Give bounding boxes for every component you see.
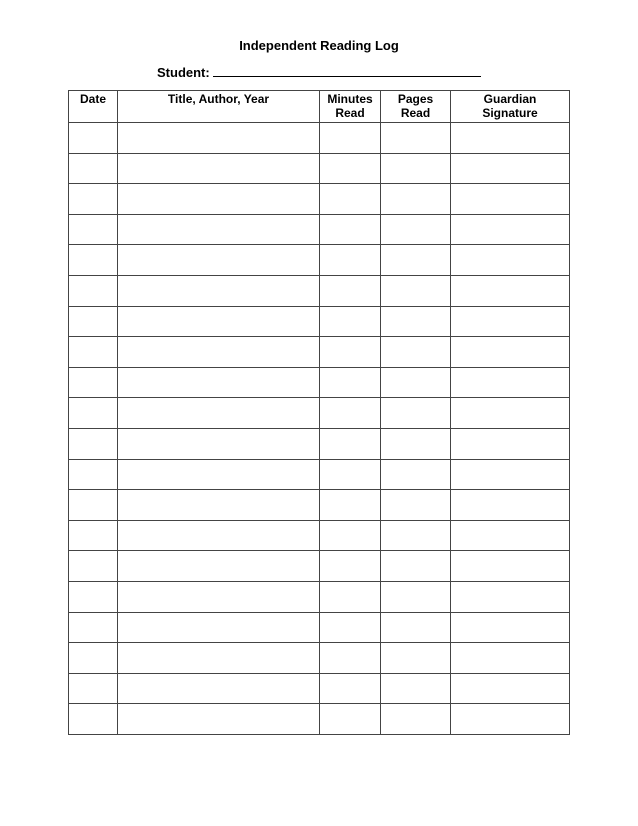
minutes-read-cell[interactable] — [320, 490, 381, 521]
guardian-signature-cell[interactable] — [451, 184, 570, 215]
date-cell[interactable] — [69, 643, 118, 674]
guardian-signature-cell[interactable] — [451, 520, 570, 551]
minutes-read-cell[interactable] — [320, 398, 381, 429]
date-cell[interactable] — [69, 337, 118, 368]
title-author-year-cell[interactable] — [118, 581, 320, 612]
date-cell[interactable] — [69, 306, 118, 337]
guardian-signature-cell[interactable] — [451, 245, 570, 276]
table-row — [69, 306, 570, 337]
date-cell[interactable] — [69, 153, 118, 184]
guardian-signature-cell[interactable] — [451, 337, 570, 368]
pages-read-cell[interactable] — [381, 337, 451, 368]
table-row — [69, 490, 570, 521]
table-row — [69, 245, 570, 276]
date-cell[interactable] — [69, 214, 118, 245]
guardian-signature-cell[interactable] — [451, 428, 570, 459]
pages-read-cell[interactable] — [381, 214, 451, 245]
minutes-read-cell[interactable] — [320, 153, 381, 184]
guardian-signature-cell[interactable] — [451, 153, 570, 184]
table-header-row — [69, 91, 570, 123]
table-row — [69, 398, 570, 429]
guardian-signature-cell[interactable] — [451, 398, 570, 429]
table-row — [69, 275, 570, 306]
minutes-read-cell[interactable] — [320, 612, 381, 643]
title-author-year-cell[interactable] — [118, 551, 320, 582]
minutes-read-cell[interactable] — [320, 245, 381, 276]
table-row — [69, 428, 570, 459]
header-title-author-year: Title, Author, Year — [118, 91, 320, 123]
guardian-signature-cell[interactable] — [451, 704, 570, 735]
pages-read-cell[interactable] — [381, 551, 451, 582]
guardian-signature-cell[interactable] — [451, 673, 570, 704]
guardian-signature-cell[interactable] — [451, 275, 570, 306]
minutes-read-cell[interactable] — [320, 306, 381, 337]
pages-read-cell[interactable] — [381, 184, 451, 215]
guardian-signature-cell[interactable] — [451, 551, 570, 582]
pages-read-cell[interactable] — [381, 643, 451, 674]
table-row — [69, 551, 570, 582]
title-author-year-cell[interactable] — [118, 214, 320, 245]
title-author-year-cell[interactable] — [118, 428, 320, 459]
title-author-year-cell[interactable] — [118, 245, 320, 276]
table-row — [69, 520, 570, 551]
pages-read-cell[interactable] — [381, 612, 451, 643]
guardian-signature-cell[interactable] — [451, 214, 570, 245]
table-row — [69, 673, 570, 704]
reading-log-table — [68, 90, 570, 735]
minutes-read-cell[interactable] — [320, 214, 381, 245]
pages-read-cell[interactable] — [381, 490, 451, 521]
title-author-year-cell[interactable] — [118, 459, 320, 490]
guardian-signature-cell[interactable] — [451, 459, 570, 490]
minutes-read-cell[interactable] — [320, 337, 381, 368]
reading-log-body — [69, 123, 570, 735]
title-author-year-cell[interactable] — [118, 184, 320, 215]
table-row — [69, 123, 570, 154]
student-name-blank[interactable] — [213, 65, 481, 77]
table-row — [69, 643, 570, 674]
table-row — [69, 367, 570, 398]
header-guardian-signature: Guardian Signature — [451, 91, 570, 123]
title-author-year-cell[interactable] — [118, 153, 320, 184]
minutes-read-cell[interactable] — [320, 643, 381, 674]
minutes-read-cell[interactable] — [320, 123, 381, 154]
date-cell[interactable] — [69, 490, 118, 521]
title-author-year-cell[interactable] — [118, 337, 320, 368]
minutes-read-cell[interactable] — [320, 184, 381, 215]
table-row — [69, 184, 570, 215]
minutes-read-cell[interactable] — [320, 704, 381, 735]
date-cell[interactable] — [69, 520, 118, 551]
pages-read-cell[interactable] — [381, 275, 451, 306]
minutes-read-cell[interactable] — [320, 581, 381, 612]
guardian-signature-cell[interactable] — [451, 612, 570, 643]
minutes-read-cell[interactable] — [320, 520, 381, 551]
table-row — [69, 704, 570, 735]
header-minutes-read: Minutes Read — [320, 91, 381, 123]
guardian-signature-cell[interactable] — [451, 306, 570, 337]
date-cell[interactable] — [69, 581, 118, 612]
minutes-read-cell[interactable] — [320, 673, 381, 704]
pages-read-cell[interactable] — [381, 153, 451, 184]
title-author-year-cell[interactable] — [118, 367, 320, 398]
date-cell[interactable] — [69, 245, 118, 276]
pages-read-cell[interactable] — [381, 673, 451, 704]
date-cell[interactable] — [69, 428, 118, 459]
title-author-year-cell[interactable] — [118, 704, 320, 735]
minutes-read-cell[interactable] — [320, 551, 381, 582]
guardian-signature-cell[interactable] — [451, 643, 570, 674]
title-author-year-cell[interactable] — [118, 123, 320, 154]
table-row — [69, 214, 570, 245]
guardian-signature-cell[interactable] — [451, 367, 570, 398]
pages-read-cell[interactable] — [381, 428, 451, 459]
title-author-year-cell[interactable] — [118, 398, 320, 429]
date-cell[interactable] — [69, 398, 118, 429]
date-cell[interactable] — [69, 184, 118, 215]
table-row — [69, 581, 570, 612]
guardian-signature-cell[interactable] — [451, 490, 570, 521]
pages-read-cell[interactable] — [381, 123, 451, 154]
title-author-year-cell[interactable] — [118, 490, 320, 521]
table-row — [69, 459, 570, 490]
date-cell[interactable] — [69, 673, 118, 704]
title-author-year-cell[interactable] — [118, 306, 320, 337]
date-cell[interactable] — [69, 275, 118, 306]
table-row — [69, 153, 570, 184]
title-author-year-cell[interactable] — [118, 275, 320, 306]
date-cell[interactable] — [69, 459, 118, 490]
table-row — [69, 337, 570, 368]
minutes-read-cell[interactable] — [320, 367, 381, 398]
pages-read-cell[interactable] — [381, 704, 451, 735]
date-cell[interactable] — [69, 612, 118, 643]
pages-read-cell[interactable] — [381, 459, 451, 490]
title-author-year-cell[interactable] — [118, 612, 320, 643]
table-row — [69, 612, 570, 643]
guardian-signature-cell[interactable] — [451, 123, 570, 154]
title-author-year-cell[interactable] — [118, 520, 320, 551]
minutes-read-cell[interactable] — [320, 275, 381, 306]
title-author-year-cell[interactable] — [118, 643, 320, 674]
date-cell[interactable] — [69, 123, 118, 154]
pages-read-cell[interactable] — [381, 245, 451, 276]
pages-read-cell[interactable] — [381, 367, 451, 398]
pages-read-cell[interactable] — [381, 306, 451, 337]
pages-read-cell[interactable] — [381, 520, 451, 551]
page-title: Independent Reading Log — [239, 38, 399, 53]
student-label: Student: — [157, 65, 210, 80]
title-author-year-cell[interactable] — [118, 673, 320, 704]
header-pages-read: Pages Read — [381, 91, 451, 123]
minutes-read-cell[interactable] — [320, 428, 381, 459]
pages-read-cell[interactable] — [381, 398, 451, 429]
guardian-signature-cell[interactable] — [451, 581, 570, 612]
date-cell[interactable] — [69, 551, 118, 582]
date-cell[interactable] — [69, 367, 118, 398]
minutes-read-cell[interactable] — [320, 459, 381, 490]
date-cell[interactable] — [69, 704, 118, 735]
student-name-line — [157, 65, 481, 80]
header-date: Date — [69, 91, 118, 123]
pages-read-cell[interactable] — [381, 581, 451, 612]
